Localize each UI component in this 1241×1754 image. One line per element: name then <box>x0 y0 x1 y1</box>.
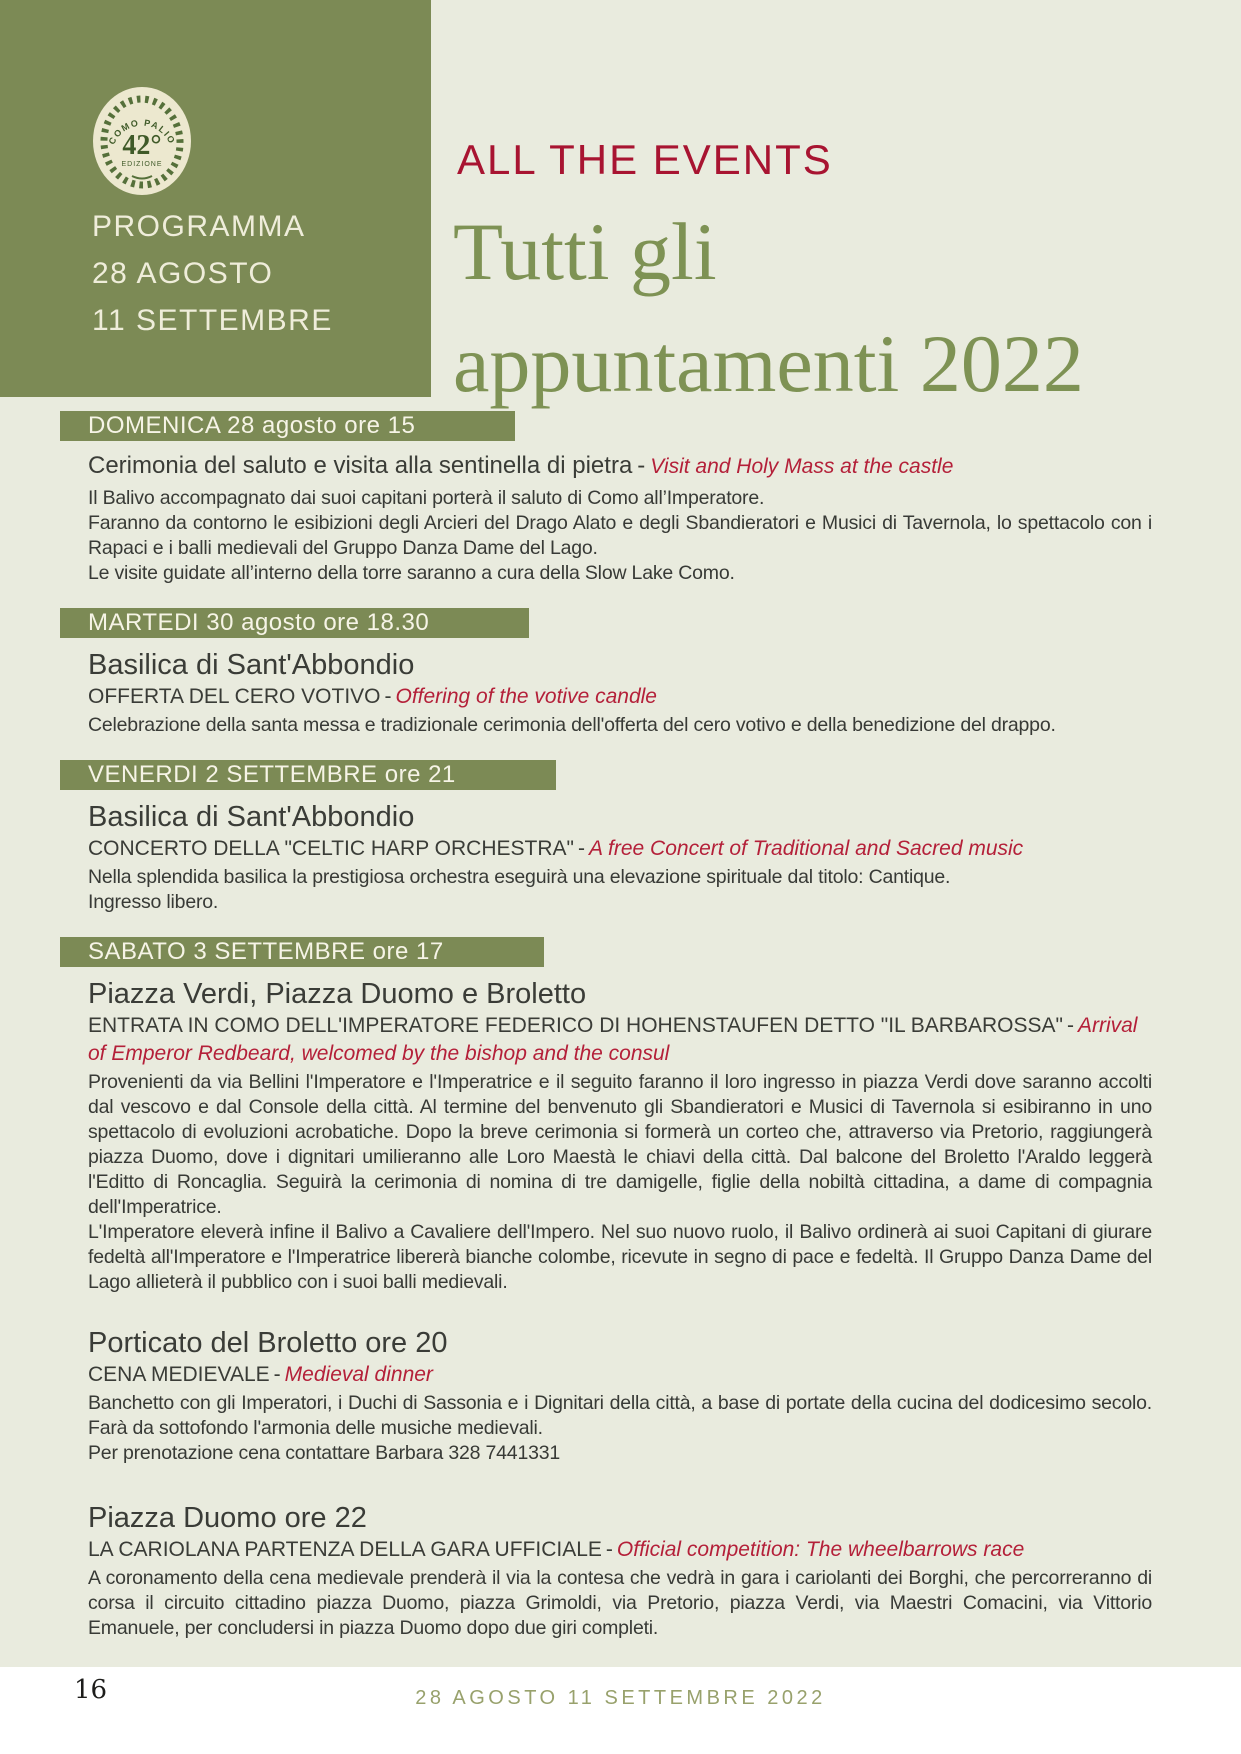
section-date-bar: DOMENICA 28 agosto ore 15 <box>60 411 515 441</box>
separator: - <box>577 837 585 860</box>
event-title-it: Cerimonia del saluto e visita alla sentinella di pietra <box>88 452 633 479</box>
badge-number: 42° <box>122 130 162 161</box>
event-paragraph: Le visite guidate all’interno della torre saranno a cura della Slow Lake Como. <box>88 562 735 584</box>
page-title-line: Tutti gli <box>453 206 717 297</box>
section-date-bar: VENERDI 2 SETTEMBRE ore 21 <box>60 760 556 790</box>
separator: - <box>1066 1014 1074 1037</box>
event-paragraph: Faranno da contorno le esibizioni degli Arcieri del Drago Alato e degli Sbandieratori e Musici di Tavernola, lo spettacolo con i Rapaci e i balli medievali del Gruppo Danza Dame del Lago. <box>88 512 1152 559</box>
event-block <box>88 1500 1152 1641</box>
event-venue: Piazza Verdi, Piazza Duomo e Broletto <box>88 978 587 1010</box>
event-label-line <box>88 835 1152 863</box>
page-footer <box>0 1667 1241 1754</box>
palio-edition-badge <box>92 86 192 196</box>
event-block <box>88 1325 1152 1466</box>
event-label-it: CONCERTO DELLA "CELTIC HARP ORCHESTRA" <box>88 837 574 860</box>
event-label-line <box>88 1012 1152 1068</box>
event-venue: Basilica di Sant'Abbondio <box>88 801 415 833</box>
event-block <box>88 799 1152 915</box>
kicker-all-the-events: ALL THE EVENTS <box>457 136 833 183</box>
events-list <box>88 411 1152 1641</box>
event-paragraph: Provenienti da via Bellini l'Imperatore e l'Imperatrice e il seguito faranno il loro ingresso in piazza Verdi dove saranno accolti dal vescovo e dal Console della città. Al termine del benvenuto gli Sbandieratori e Musici di Tavernola si esibiranno in uno spettacolo di evoluzioni acrobatiche. Dopo la breve cerimonia si formerà un corteo che, attraverso via Pretorio, raggiungerà piazza Duomo, dove i dignitari umilieranno alle Loro Maestà le chiavi della città. Dal balcone del Broletto l'Araldo leggerà l'Editto di Roncaglia. Seguirà la cerimonia di nomina di tre damigelle, figlie della nobiltà cittadina, a dame di compagnia dell'Imperatrice. <box>88 1071 1152 1218</box>
page-title-line: appuntamenti 2022 <box>453 318 1084 409</box>
event-paragraph: A coronamento della cena medievale prenderà il via la contesa che vedrà in gara i cariolanti dei Borghi, che percorreranno di corsa il circuito cittadino piazza Duomo, piazza Grimoldi, via Pretorio, piazza Verdi, via Maestri Comacini, via Vittorio Emanuele, per concludersi in piazza Duomo dopo due giri completi. <box>88 1567 1152 1639</box>
page-title <box>453 196 1084 420</box>
event-paragraph: Banchetto con gli Imperatori, i Duchi di Sassonia e i Dignitari della città, a base di portate della cucina del dodicesimo secolo. Farà da sottofondo l'armonia delle musiche medievali. <box>88 1392 1152 1439</box>
footer-date-range: 28 AGOSTO 11 SETTEMBRE 2022 <box>415 1687 826 1709</box>
event-paragraph: Il Balivo accompagnato dai suoi capitani porterà il saluto di Como all’Imperatore. <box>88 487 765 509</box>
event-title <box>88 450 1152 483</box>
event-label-line <box>88 1361 1152 1389</box>
event-label-it: ENTRATA IN COMO DELL'IMPERATORE FEDERICO DI HOHENSTAUFEN DETTO "IL BARBAROSSA" <box>88 1014 1063 1037</box>
badge-arc-text: COMO PALIO <box>106 117 178 147</box>
event-section-martedi <box>88 608 1152 738</box>
program-line: 11 SETTEMBRE <box>92 304 333 337</box>
event-venue: Porticato del Broletto ore 20 <box>88 1327 448 1359</box>
event-block <box>88 976 1152 1295</box>
event-paragraph: Nella splendida basilica la prestigiosa orchestra eseguirà una elevazione spirituale dal titolo: Cantique. <box>88 866 951 888</box>
event-label-en: Official competition: The wheelbarrows race <box>616 1538 1025 1561</box>
event-section-venerdi <box>88 760 1152 915</box>
event-title-en: Visit and Holy Mass at the castle <box>650 455 954 478</box>
separator: - <box>605 1538 613 1561</box>
event-venue: Piazza Duomo ore 22 <box>88 1502 367 1534</box>
event-label-en: A free Concert of Traditional and Sacred music <box>588 837 1024 860</box>
event-label-en: Arrival of Emperor Redbeard, welcomed by the bishop and the consul <box>88 1014 1138 1065</box>
event-label-it: LA CARIOLANA PARTENZA DELLA GARA UFFICIALE <box>88 1538 602 1561</box>
event-block <box>88 450 1152 586</box>
event-section-sabato <box>88 937 1152 1641</box>
event-paragraph: Celebrazione della santa messa e tradizionale cerimonia dell'offerta del cero votivo e della benedizione del drappo. <box>88 714 1056 736</box>
program-dates <box>92 203 333 344</box>
program-header-block <box>0 0 431 397</box>
section-date-bar: SABATO 3 SETTEMBRE ore 17 <box>60 937 544 967</box>
page-number: 16 <box>74 1675 108 1705</box>
separator: - <box>273 1363 281 1386</box>
program-line: PROGRAMMA <box>92 210 306 243</box>
separator: - <box>384 685 392 708</box>
event-paragraph: Ingresso libero. <box>88 891 219 913</box>
event-venue: Basilica di Sant'Abbondio <box>88 649 415 681</box>
event-paragraph: Per prenotazione cena contattare Barbara 328 7441331 <box>88 1442 561 1464</box>
event-label-it: OFFERTA DEL CERO VOTIVO <box>88 685 381 708</box>
event-section-domenica <box>88 411 1152 586</box>
program-line: 28 AGOSTO <box>92 257 274 290</box>
badge-edition: EDIZIONE <box>121 161 163 168</box>
event-label-en: Medieval dinner <box>284 1363 433 1386</box>
event-label-it: CENA MEDIEVALE <box>88 1363 270 1386</box>
event-label-line <box>88 683 1152 711</box>
separator: - <box>637 452 646 479</box>
event-paragraph: L'Imperatore eleverà infine il Balivo a Cavaliere dell'Impero. Nel suo nuovo ruolo, il Balivo ordinerà ai suoi Capitani di giurare fedeltà all'Imperatore e l'Imperatrice libererà bianche colombe, ricevute in segno di pace e fedeltà. Il Gruppo Danza Dame del Lago allieterà il pubblico con i suoi balli medievali. <box>88 1221 1152 1293</box>
event-block <box>88 647 1152 738</box>
section-date-bar: MARTEDI 30 agosto ore 18.30 <box>60 608 529 638</box>
event-label-en: Offering of the votive candle <box>395 685 657 708</box>
event-label-line <box>88 1536 1152 1564</box>
